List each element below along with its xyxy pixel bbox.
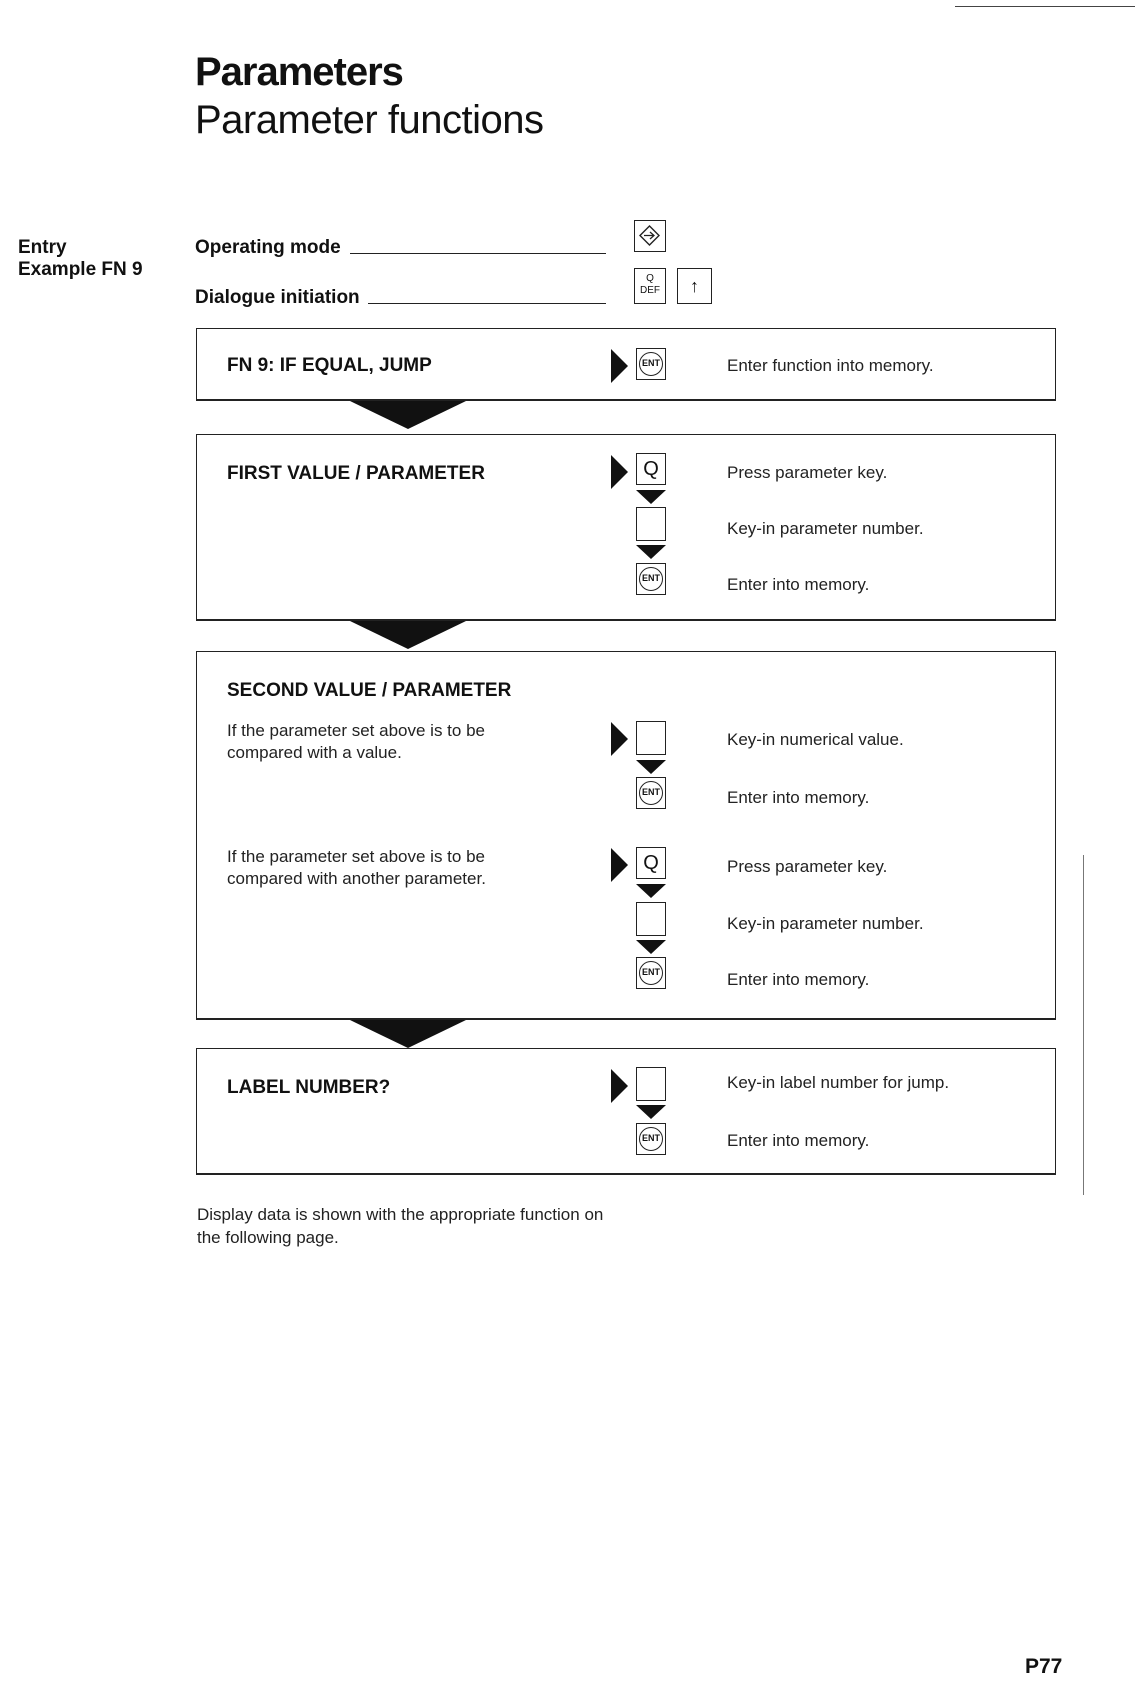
operating-mode-label: Operating mode: [195, 237, 341, 258]
down-arrow-icon: [636, 545, 666, 559]
note-compare-with-value: If the parameter set above is to be compared with a value.: [227, 721, 485, 762]
pointer-arrow-icon: [611, 349, 628, 383]
desc-press-parameter-key: Press parameter key.: [727, 857, 888, 876]
desc-enter-into-memory: Enter into memory.: [727, 788, 870, 807]
dialogue-initiation-label: Dialogue initiation: [195, 287, 360, 308]
ent-key[interactable]: [636, 777, 666, 809]
down-arrow-icon: [636, 490, 666, 504]
desc-enter-into-memory: Enter into memory.: [727, 575, 870, 594]
operating-mode-key[interactable]: [634, 220, 666, 252]
diamond-arrow-icon: [635, 221, 664, 250]
dialogue-initiation-rule: [368, 303, 606, 304]
page-title: Parameters: [195, 50, 403, 94]
top-edge-rule: [955, 6, 1135, 7]
operating-mode-rule: [350, 253, 606, 254]
step-label-number-box: [196, 1048, 1056, 1175]
q-key[interactable]: Q: [636, 453, 666, 485]
empty-number-key[interactable]: [636, 721, 666, 755]
desc-keyin-numerical-value: Key-in numerical value.: [727, 730, 904, 749]
flow-down-arrow-icon: [350, 621, 466, 649]
ent-key[interactable]: [636, 348, 666, 380]
ent-key-label: ENT: [639, 781, 663, 805]
step-first-value-title: FIRST VALUE / PARAMETER: [227, 463, 485, 484]
pointer-arrow-icon: [611, 848, 628, 882]
footnote: Display data is shown with the appropriate function on the following page.: [197, 1205, 604, 1247]
note-compare-with-parameter: If the parameter set above is to be compared with another parameter.: [227, 847, 486, 888]
ent-key-label: ENT: [639, 352, 663, 376]
down-arrow-icon: [636, 1105, 666, 1119]
step-fn9-desc: Enter function into memory.: [727, 356, 934, 375]
ent-key[interactable]: [636, 563, 666, 595]
ent-key-label: ENT: [639, 1127, 663, 1151]
q-def-key[interactable]: [634, 268, 666, 304]
down-arrow-icon: [636, 940, 666, 954]
side-label-entry: Entry: [18, 237, 67, 258]
step-second-value-box: [196, 651, 1056, 1020]
flow-down-arrow-icon: [350, 401, 466, 429]
down-arrow-icon: [636, 760, 666, 774]
desc-keyin-parameter-number: Key-in parameter number.: [727, 519, 924, 538]
empty-number-key[interactable]: [636, 902, 666, 936]
q-def-key-bottom: DEF: [640, 285, 660, 296]
up-arrow-key[interactable]: ↑: [677, 268, 712, 304]
ent-key[interactable]: [636, 1123, 666, 1155]
desc-press-parameter-key: Press parameter key.: [727, 463, 888, 482]
flow-down-arrow-icon: [350, 1020, 466, 1048]
desc-enter-into-memory: Enter into memory.: [727, 1131, 870, 1150]
page-subtitle: Parameter functions: [195, 98, 544, 142]
q-key[interactable]: Q: [636, 847, 666, 879]
pointer-arrow-icon: [611, 722, 628, 756]
right-edge-line: [1083, 855, 1084, 1195]
desc-enter-into-memory: Enter into memory.: [727, 970, 870, 989]
desc-keyin-label-number: Key-in label number for jump.: [727, 1073, 950, 1092]
q-def-key-top: Q: [646, 273, 654, 284]
step-second-value-title: SECOND VALUE / PARAMETER: [227, 680, 512, 701]
page-number: P77: [1025, 1655, 1063, 1678]
ent-key[interactable]: [636, 957, 666, 989]
pointer-arrow-icon: [611, 455, 628, 489]
ent-key-label: ENT: [639, 961, 663, 985]
pointer-arrow-icon: [611, 1069, 628, 1103]
empty-number-key[interactable]: [636, 1067, 666, 1101]
side-label-example: Example FN 9: [18, 259, 143, 280]
step-fn9-title: FN 9: IF EQUAL, JUMP: [227, 355, 432, 376]
step-first-value-box: [196, 434, 1056, 621]
down-arrow-icon: [636, 884, 666, 898]
empty-number-key[interactable]: [636, 507, 666, 541]
step-fn9-box: [196, 328, 1056, 401]
step-label-number-title: LABEL NUMBER?: [227, 1077, 391, 1098]
desc-keyin-parameter-number: Key-in parameter number.: [727, 914, 924, 933]
ent-key-label: ENT: [639, 567, 663, 591]
